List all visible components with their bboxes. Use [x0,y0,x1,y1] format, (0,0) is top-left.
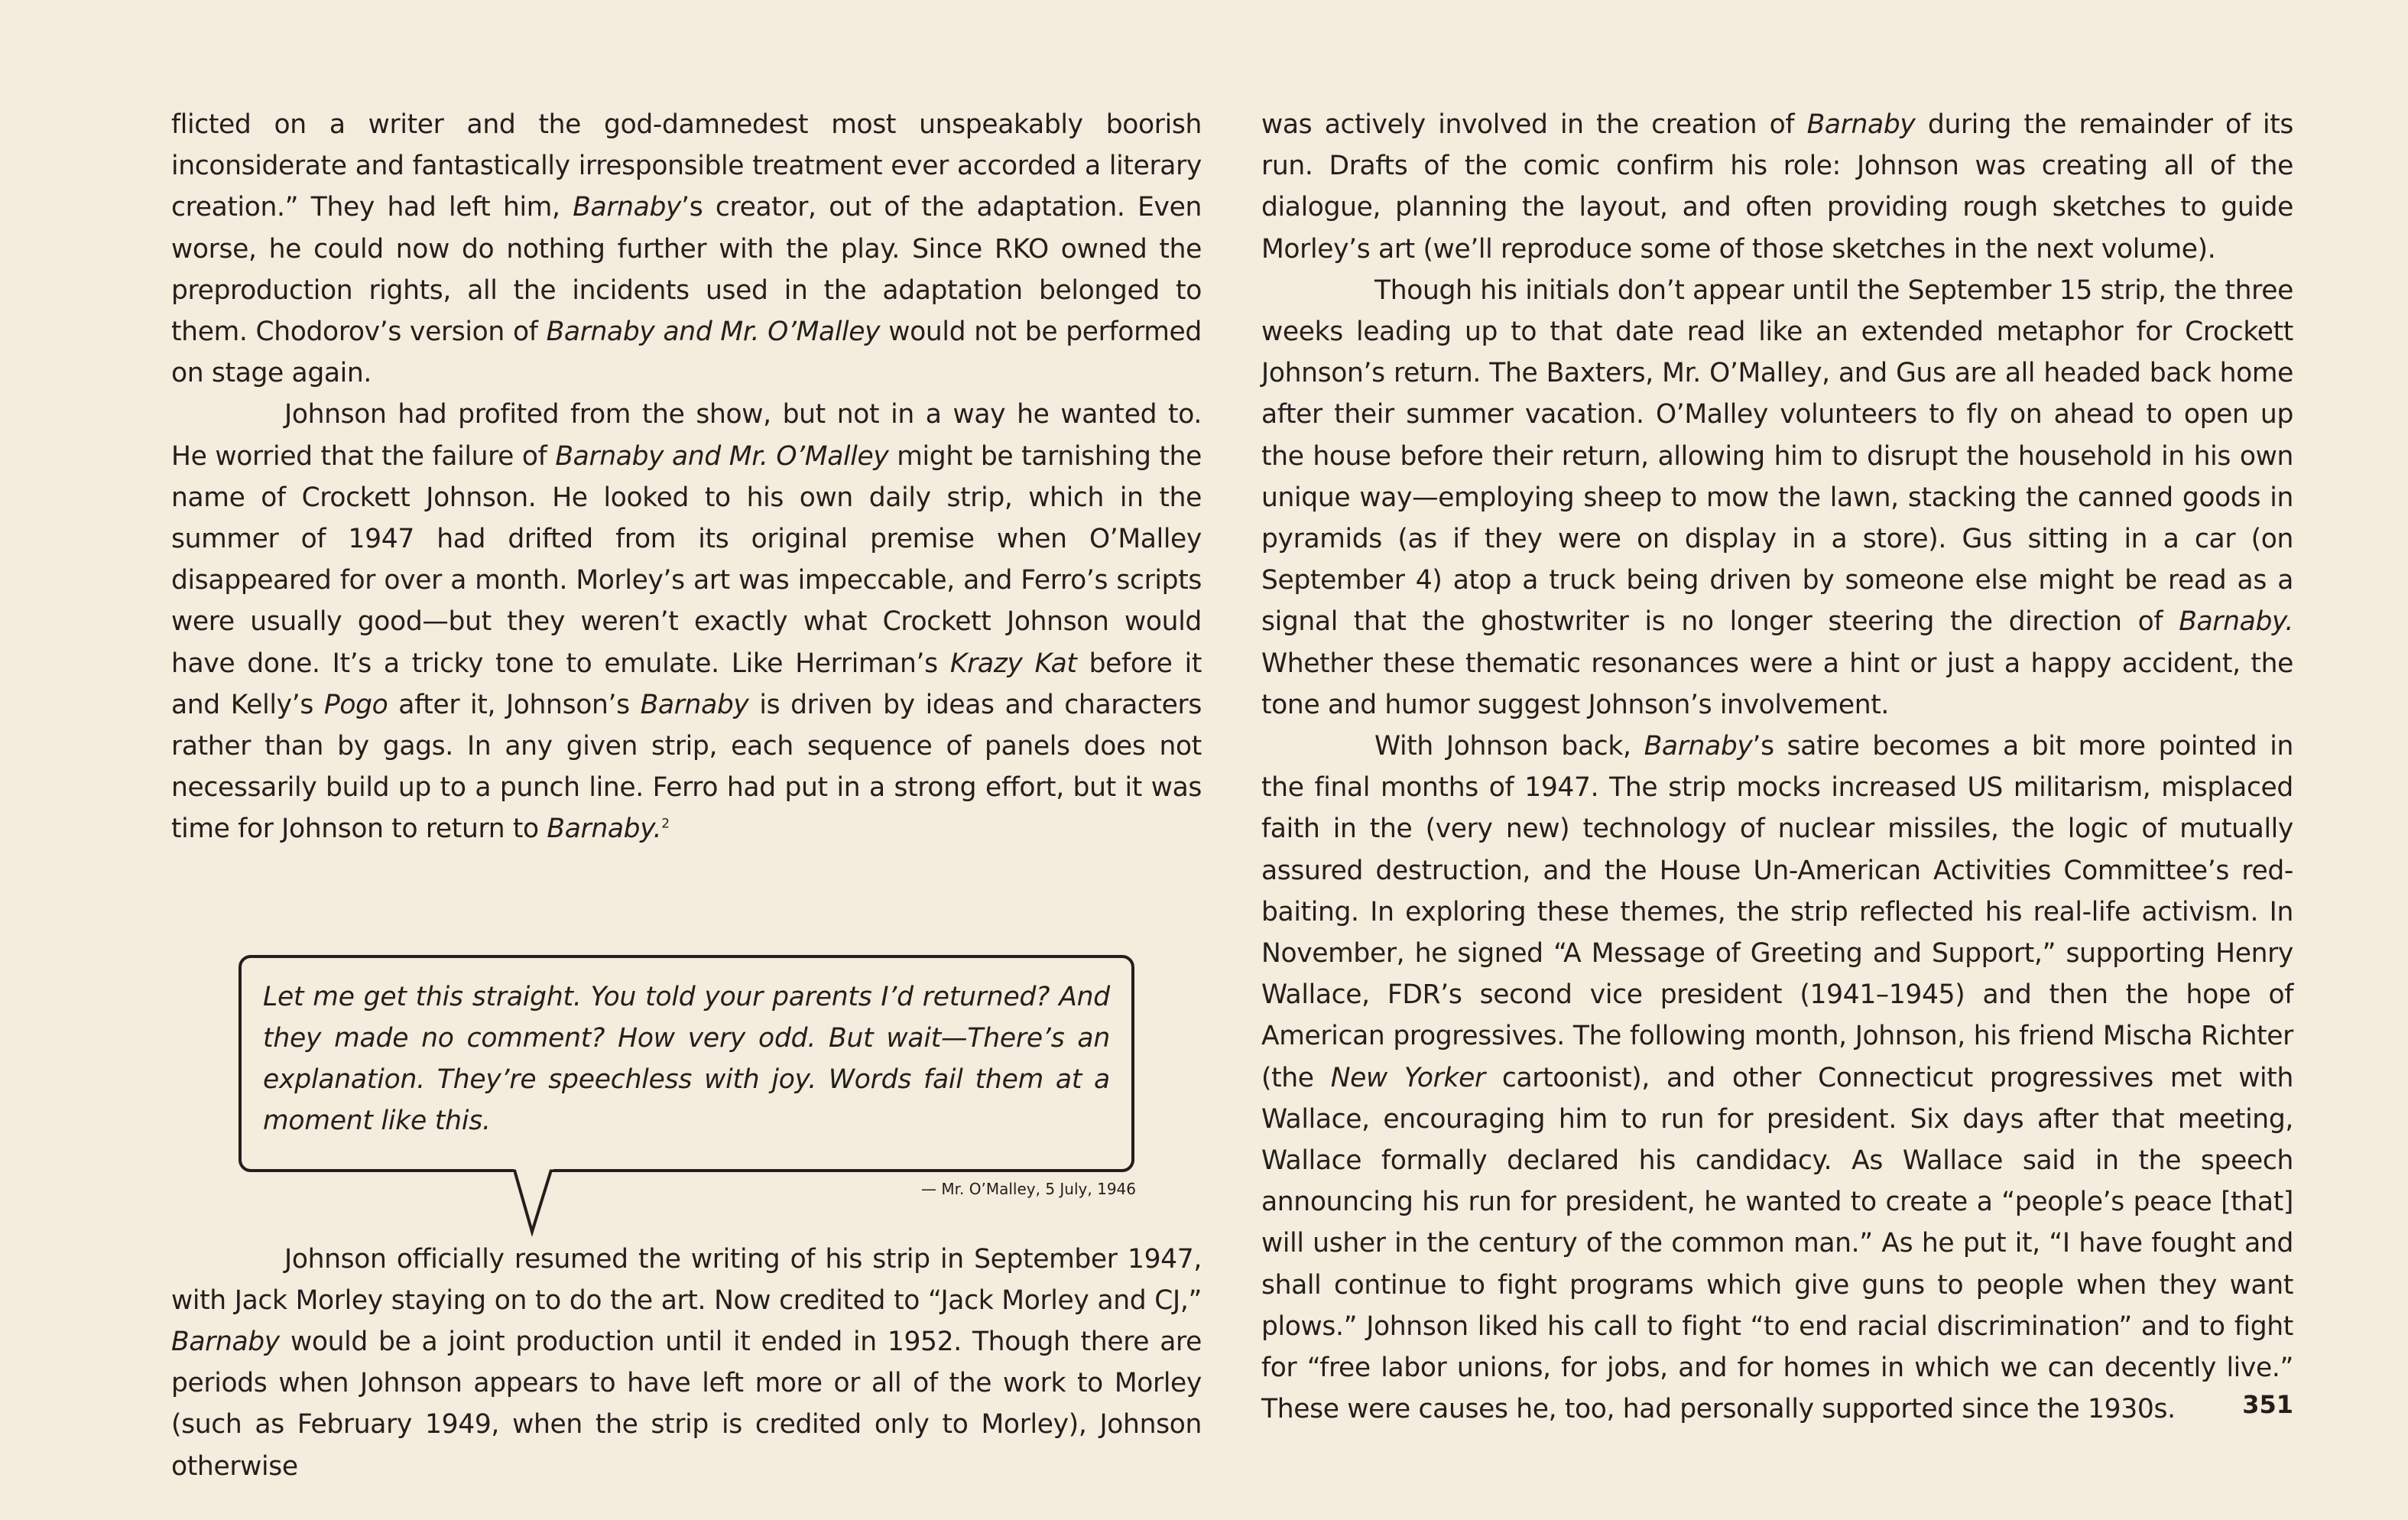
body-paragraph: Though his initials don’t appear until the September 15 strip, the three weeks leading up to that date read like an extended metaphor for Crockett Johnson’s return. The Baxters, Mr. O’Malley, and Gus are all headed back home after their summer vacation. O’Malley volunteers to fly on ahead to open up the house before their return, allowing him to disrupt the household in his own unique way—employing sheep to mow the lawn, stacking the canned goods in pyramids (as if they were on display in a store). Gus sitting in a car (on September 4) atop a truck being driven by someone else might be read as a signal that the ghostwriter is no longer steering the direction of Barnaby. Whether these thematic resonances were a hint or just a happy accident, the tone and humor suggest Johnson’s involvement. [1261,274,2293,720]
italic-title: Barnaby and Mr. O’Malley [555,440,889,472]
italic-title: Krazy Kat [949,648,1077,679]
italic-title: Barnaby. [2179,606,2293,638]
body-paragraph: Johnson officially resumed the writing of his strip in September 1947, with Jack Morley staying on to do the art. Now credited to “Jack Morley and CJ,” Barnaby would be a joint production until it ended in 1952. Though there are periods when Johnson appears to have left more or all of the work to Morley (such as February 1949, when the strip is credited only to Morley), Johnson otherwise [171,1243,1202,1482]
italic-title: Barnaby and Mr. O’Malley [546,317,881,348]
italic-title: Barnaby [573,192,682,223]
left-column [171,104,1202,1487]
right-column [1261,104,2293,1431]
body-paragraph: flicted on a writer and the god-damnedest most unspeakably boorish inconsiderate and fantastically irresponsible treatment ever accorded a literary creation.” They had left him, Barnaby’s creator, out of the adaptation. Even worse, he could now do nothing further with the play. Since RKO owned the preproduction rights, all the incidents used in the adaptation belonged to them. Chodorov’s version of Barnaby and Mr. O’Malley would not be performed on stage again. [171,109,1202,389]
body-paragraph: Johnson had profited from the show, but not in a way he wanted to. He worried that the failure of Barnaby and Mr. O’Malley might be tarnishing the name of Crockett Johnson. He looked to his own daily strip, which in the summer of 1947 had drifted from its original premise when O’Malley disappeared for over a month. Morley’s art was impeccable, and Ferro’s scripts were usually good—but they weren’t exactly what Crockett Johnson would have done. It’s a tricky tone to emulate. Like Herriman’s Krazy Kat before it and Kelly’s Pogo after it, Johnson’s Barnaby is driven by ideas and characters rather than by gags. In any given strip, each sequence of panels does not necessarily build up to a punch line. Ferro had put in a strong effort, but it was time for Johnson to return to Barnaby.$^2$ [171,399,1202,845]
footnote-marker: 2 [661,816,670,832]
body-paragraph: With Johnson back, Barnaby’s satire becomes a bit more pointed in the final months of 1947. The strip mocks increased US militarism, misplaced faith in the (very new) technology of nuclear missiles, the logic of mutually assured destruction, and the House Un-American Activities Committee’s red-baiting. In exploring these themes, the strip reflected his real-life activism. In November, he signed “A Message of Greeting and Support,” supporting Henry Wallace, FDR’s second vice president (1941–1945) and then the hope of American progressives. The following month, Johnson, his friend Mischa Richter (the New Yorker cartoonist), and other Connecticut progressives met with Wallace, encouraging him to run for president. Six days after that meeting, Wallace formally declared his candidacy. As Wallace said in the speech announcing his run for president, he wanted to create a “people’s peace [that] will usher in the century of the common man.” As he put it, “I have fought and shall continue to fight programs which give guns to people when they want plows.” Johnson liked his call to fight “to end racial discrimination” and to fight for “free labor unions, for jobs, and for homes in which we can decently live.” These were causes he, too, had personally supported since the 1930s. [1261,731,2293,1425]
italic-title: Pogo [323,689,388,720]
quote-attribution: — Mr. O’Malley, 5 July, 1946 [921,1179,1136,1198]
quote-block [171,850,1202,1239]
body-paragraph: was actively involved in the creation of Barnaby during the remainder of its run. Drafts of the comic confirm his role: Johnson was creating all of the dialogue, planning the layout, and often providing rough sketches to guide Morley’s art (we’ll reproduce some of those sketches in the next volume). [1261,109,2293,265]
italic-title: Barnaby [640,689,749,720]
italic-title: Barnaby. [547,814,662,845]
italic-title: New Yorker [1330,1062,1485,1093]
speech-bubble-quote: Let me get this straight. You told your parents I’d returned? And they made no comment? How very odd. But wait—There’s an explanation. They’re speechless with joy. Words fail them at a moment like this. [263,981,1110,1137]
page-number: 351 [2242,1390,2293,1419]
italic-title: Barnaby [1806,109,1916,140]
italic-title: Barnaby [171,1327,280,1358]
speech-bubble-tail [514,1168,560,1236]
italic-title: Barnaby [1644,731,1753,762]
